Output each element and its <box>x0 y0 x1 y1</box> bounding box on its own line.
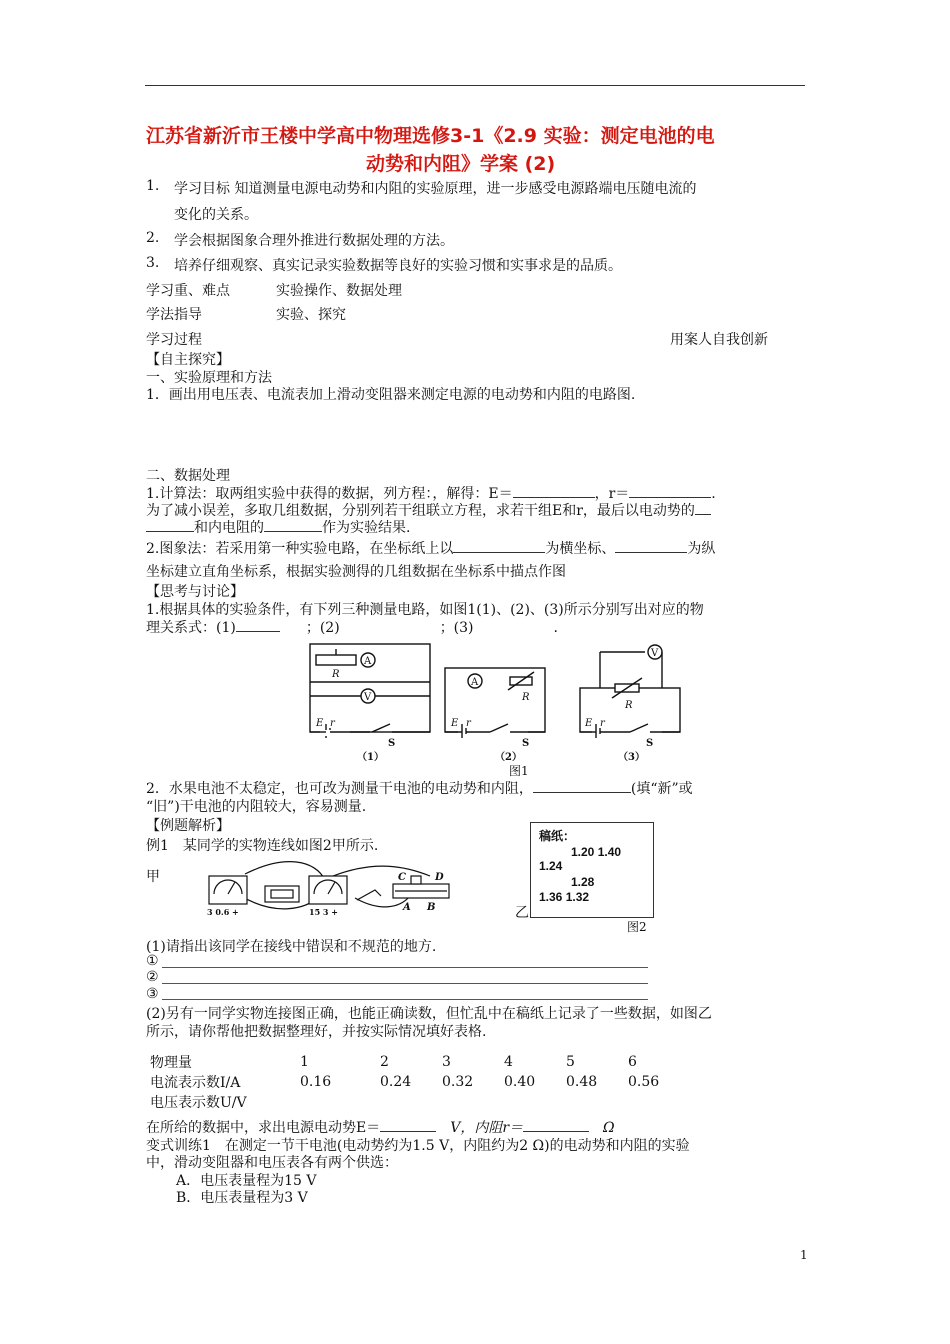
circuit-1-r-label: R <box>332 669 340 680</box>
discuss-q1-line2 <box>146 617 558 637</box>
process-label: 学习过程 <box>146 332 202 348</box>
circuit-2-r-label: R <box>522 692 530 703</box>
switch-body <box>357 890 381 900</box>
blank-y-axis[interactable] <box>615 538 687 553</box>
data-table <box>150 1052 688 1112</box>
table-cell[interactable] <box>442 1092 504 1112</box>
process-right: 用案人自我创新 <box>670 332 768 348</box>
top-rule <box>145 85 805 86</box>
graph-text-c: 为纵 <box>687 541 716 557</box>
draft-row-1: 1.20 1.40 <box>571 845 622 859</box>
part1-heading: 一、实验原理和方法 <box>146 370 272 386</box>
result-text-b: V，内阻r＝ <box>450 1120 524 1136</box>
table-cell: 0.56 <box>628 1074 660 1090</box>
example-q1: (1)请指出该同学在接线中错误和不规范的地方. <box>146 939 437 955</box>
table-header-cell: 5 <box>566 1054 575 1070</box>
example-yi: 乙 <box>515 905 529 921</box>
blank-emf-avg-a[interactable] <box>695 500 711 515</box>
draft-row-4: 1.36 1.32 <box>539 890 590 904</box>
blank-result-r[interactable] <box>523 1117 589 1132</box>
table-cell[interactable] <box>300 1092 380 1112</box>
variant-line1: 变式训练1 在测定一节干电池(电动势约为1.5 V，内阻约为2 Ω)的电动势和内阻的实验 <box>146 1138 690 1154</box>
q2-text-b: (填“新”或 <box>630 781 693 797</box>
voltmeter-terminals: 15 3 + <box>309 907 338 917</box>
answer-mark-3: ③ <box>146 986 159 1002</box>
table-cell[interactable] <box>628 1092 688 1112</box>
goal-3-text: 培养仔细观察、真实记录实验数据等良好的实验习惯和实事求是的品质。 <box>174 258 622 274</box>
q1-end: . <box>553 620 558 636</box>
rheostat-label-d: D <box>435 872 444 883</box>
table-header-cell: 2 <box>380 1054 389 1070</box>
result-line <box>146 1117 615 1137</box>
draft-row-3: 1.28 <box>571 875 595 889</box>
circuit-2-caption: （2） <box>495 752 522 763</box>
calc-line3-a: 和内电阻的 <box>194 520 264 536</box>
calc-end: . <box>711 486 716 502</box>
discuss-q1-line1: 1.根据具体的实验条件，有下列三种测量电路，如图1(1)、(2)、(3)所示分别写出对应的物 <box>146 602 704 618</box>
method-label: 学法指导 <box>146 307 202 323</box>
q1-rel-3-label: ；(3) <box>439 620 474 636</box>
circuit-2-e-label: E <box>451 718 459 729</box>
result-text-a: 在所给的数据中，求出电源电动势E＝ <box>146 1120 381 1136</box>
circuit-3-caption: （3） <box>618 752 645 763</box>
answer-line-2[interactable] <box>162 983 648 984</box>
draft-title: 稿纸： <box>539 829 576 843</box>
table-header-cell: 1 <box>300 1054 309 1070</box>
circuit-3-voltmeter-label: V <box>651 648 659 659</box>
blank-result-e[interactable] <box>380 1117 436 1132</box>
table-row <box>150 1072 688 1092</box>
circuit-3-r-label: R <box>625 700 633 711</box>
goal-1-cont: 变化的关系。 <box>174 207 258 223</box>
blank-new-old[interactable] <box>533 778 631 793</box>
blank-e[interactable] <box>513 483 595 498</box>
focus-value: 实验操作、数据处理 <box>276 283 402 299</box>
table-cell[interactable] <box>566 1092 628 1112</box>
graph-text-a: 2.图象法：若采用第一种实验电路，在坐标纸上以 <box>146 541 454 557</box>
circuit-3-rint-label: r <box>600 718 605 729</box>
answer-mark-1: ① <box>146 953 159 969</box>
blank-emf-avg-b[interactable] <box>146 517 194 532</box>
rheostat-label-c: C <box>398 872 406 883</box>
circuit-1-e-label: E <box>316 718 324 729</box>
discuss-heading: 【思考与讨论】 <box>146 584 244 600</box>
graph-text-b: 为横坐标、 <box>545 541 616 557</box>
goal-3-num: 3. <box>146 255 160 271</box>
discuss-q2-line2: “旧”)干电池的内阻较大，容易测量. <box>146 799 367 815</box>
circuit-2-ammeter-label: A <box>471 677 479 688</box>
q1-rel-1-label: 理关系式：(1) <box>146 620 236 636</box>
figure-2-label: 图2 <box>627 920 647 934</box>
table-cell: 0.16 <box>300 1074 332 1090</box>
rheostat-label-a: A <box>403 902 411 913</box>
graph-line1 <box>146 538 715 558</box>
example-line: 例1 某同学的实物连线如图2甲所示. <box>146 838 379 854</box>
calc-line3 <box>146 517 410 537</box>
calc-text-a: 1.计算法：取两组实验中获得的数据，列方程：，解得：E＝ <box>146 486 513 502</box>
variant-option-b: B．电压表量程为3 V <box>176 1190 308 1206</box>
method-value: 实验、探究 <box>276 307 346 323</box>
goal-1-text: 学习目标 知道测量电源电动势和内阻的实验原理，进一步感受电源路端电压随电流的 <box>174 181 697 197</box>
table-cell: 0.48 <box>566 1074 598 1090</box>
rheostat-label-b: B <box>427 902 436 913</box>
result-text-c: Ω <box>603 1120 615 1136</box>
circuit-1-rint-label: r <box>330 718 335 729</box>
table-cell: 0.24 <box>380 1074 412 1090</box>
circuit-1-caption: （1） <box>357 752 384 763</box>
table-cell: 0.40 <box>504 1074 536 1090</box>
figure-1-circuits <box>300 636 690 766</box>
circuit-1-rheostat <box>316 655 356 665</box>
calc-text-r: ，r＝ <box>594 486 630 502</box>
circuit-1-s-label: S <box>388 738 396 749</box>
part2-heading: 二、数据处理 <box>146 468 230 484</box>
goal-1-num: 1. <box>146 178 160 194</box>
graph-line2: 坐标建立直角坐标系，根据实验测得的几组数据在坐标系中描点作图 <box>146 564 566 580</box>
circuit-2-rint-label: r <box>466 718 471 729</box>
blank-rel-1[interactable] <box>236 617 280 632</box>
table-header-cell: 3 <box>442 1054 451 1070</box>
table-cell: 电压表示数U/V <box>150 1095 247 1111</box>
answer-line-3[interactable] <box>162 999 648 1000</box>
goal-2-num: 2. <box>146 230 160 246</box>
q2-text-a: 2．水果电池不太稳定，也可改为测量干电池的电动势和内阻， <box>146 781 533 797</box>
circuit-3-s-label: S <box>646 738 654 749</box>
draft-row-2: 1.24 <box>539 859 563 873</box>
table-cell: 电流表示数I/A <box>150 1075 241 1091</box>
goal-2-text: 学会根据图象合理外推进行数据处理的方法。 <box>174 233 454 249</box>
table-row <box>150 1092 688 1112</box>
variant-option-a: A．电压表量程为15 V <box>176 1173 317 1189</box>
table-cell[interactable] <box>380 1092 442 1112</box>
doc-title-line2: 动势和内阻》学案 (2) <box>366 153 556 175</box>
calc-line2-text: 为了减小误差，多取几组数据，分别列若干组联立方程，求若干组E和r，最后以电动势的 <box>146 503 695 519</box>
table-header-cell: 6 <box>628 1054 637 1070</box>
self-explore-heading: 【自主探究】 <box>146 352 230 368</box>
table-cell[interactable] <box>504 1092 566 1112</box>
ammeter-terminals: 3 0.6 + <box>207 907 239 917</box>
part1-q1: 1．画出用电压表、电流表加上滑动变阻器来测定电源的电动势和内阻的电路图. <box>146 387 636 403</box>
table-header-cell: 物理量 <box>150 1055 192 1071</box>
answer-mark-2: ② <box>146 969 159 985</box>
page-number: 1 <box>800 1248 808 1262</box>
blank-r[interactable] <box>629 483 711 498</box>
blank-r-avg[interactable] <box>264 517 322 532</box>
table-cell: 0.32 <box>442 1074 474 1090</box>
focus-label: 学习重、难点 <box>146 283 230 299</box>
circuit-1-ammeter-label: A <box>364 656 372 667</box>
wire-3 <box>333 866 430 876</box>
figure-1-label: 图1 <box>509 764 529 778</box>
example-heading: 【例题解析】 <box>146 818 230 834</box>
circuit-3-e-label: E <box>585 718 593 729</box>
table-header-cell: 4 <box>504 1054 513 1070</box>
calc-line3-b: 作为实验结果. <box>322 520 411 536</box>
doc-title-line1: 江苏省新沂市王楼中学高中物理选修3-1《2.9 实验：测定电池的电 <box>146 125 715 147</box>
figure-2-apparatus <box>205 860 460 918</box>
circuit-2-s-label: S <box>522 738 530 749</box>
variant-line2: 中，滑动变阻器和电压表各有两个供选： <box>146 1155 398 1171</box>
discuss-q2-line1 <box>146 778 693 798</box>
example-q2-line1: (2)另有一同学实物连接图正确，也能正确读数，但忙乱中在稿纸上记录了一些数据，如图乙 <box>146 1006 712 1022</box>
example-q2-line2: 所示，请你帮他把数据整理好，并按实际情况填好表格. <box>146 1024 487 1040</box>
circuit-1-voltmeter-label: V <box>364 692 372 703</box>
answer-line-1[interactable] <box>162 967 648 968</box>
draft-paper <box>530 822 654 918</box>
blank-x-axis[interactable] <box>453 538 545 553</box>
example-jia: 甲 <box>146 869 160 885</box>
q1-rel-2-label: ；(2) <box>305 620 340 636</box>
table-header-row <box>150 1052 688 1072</box>
